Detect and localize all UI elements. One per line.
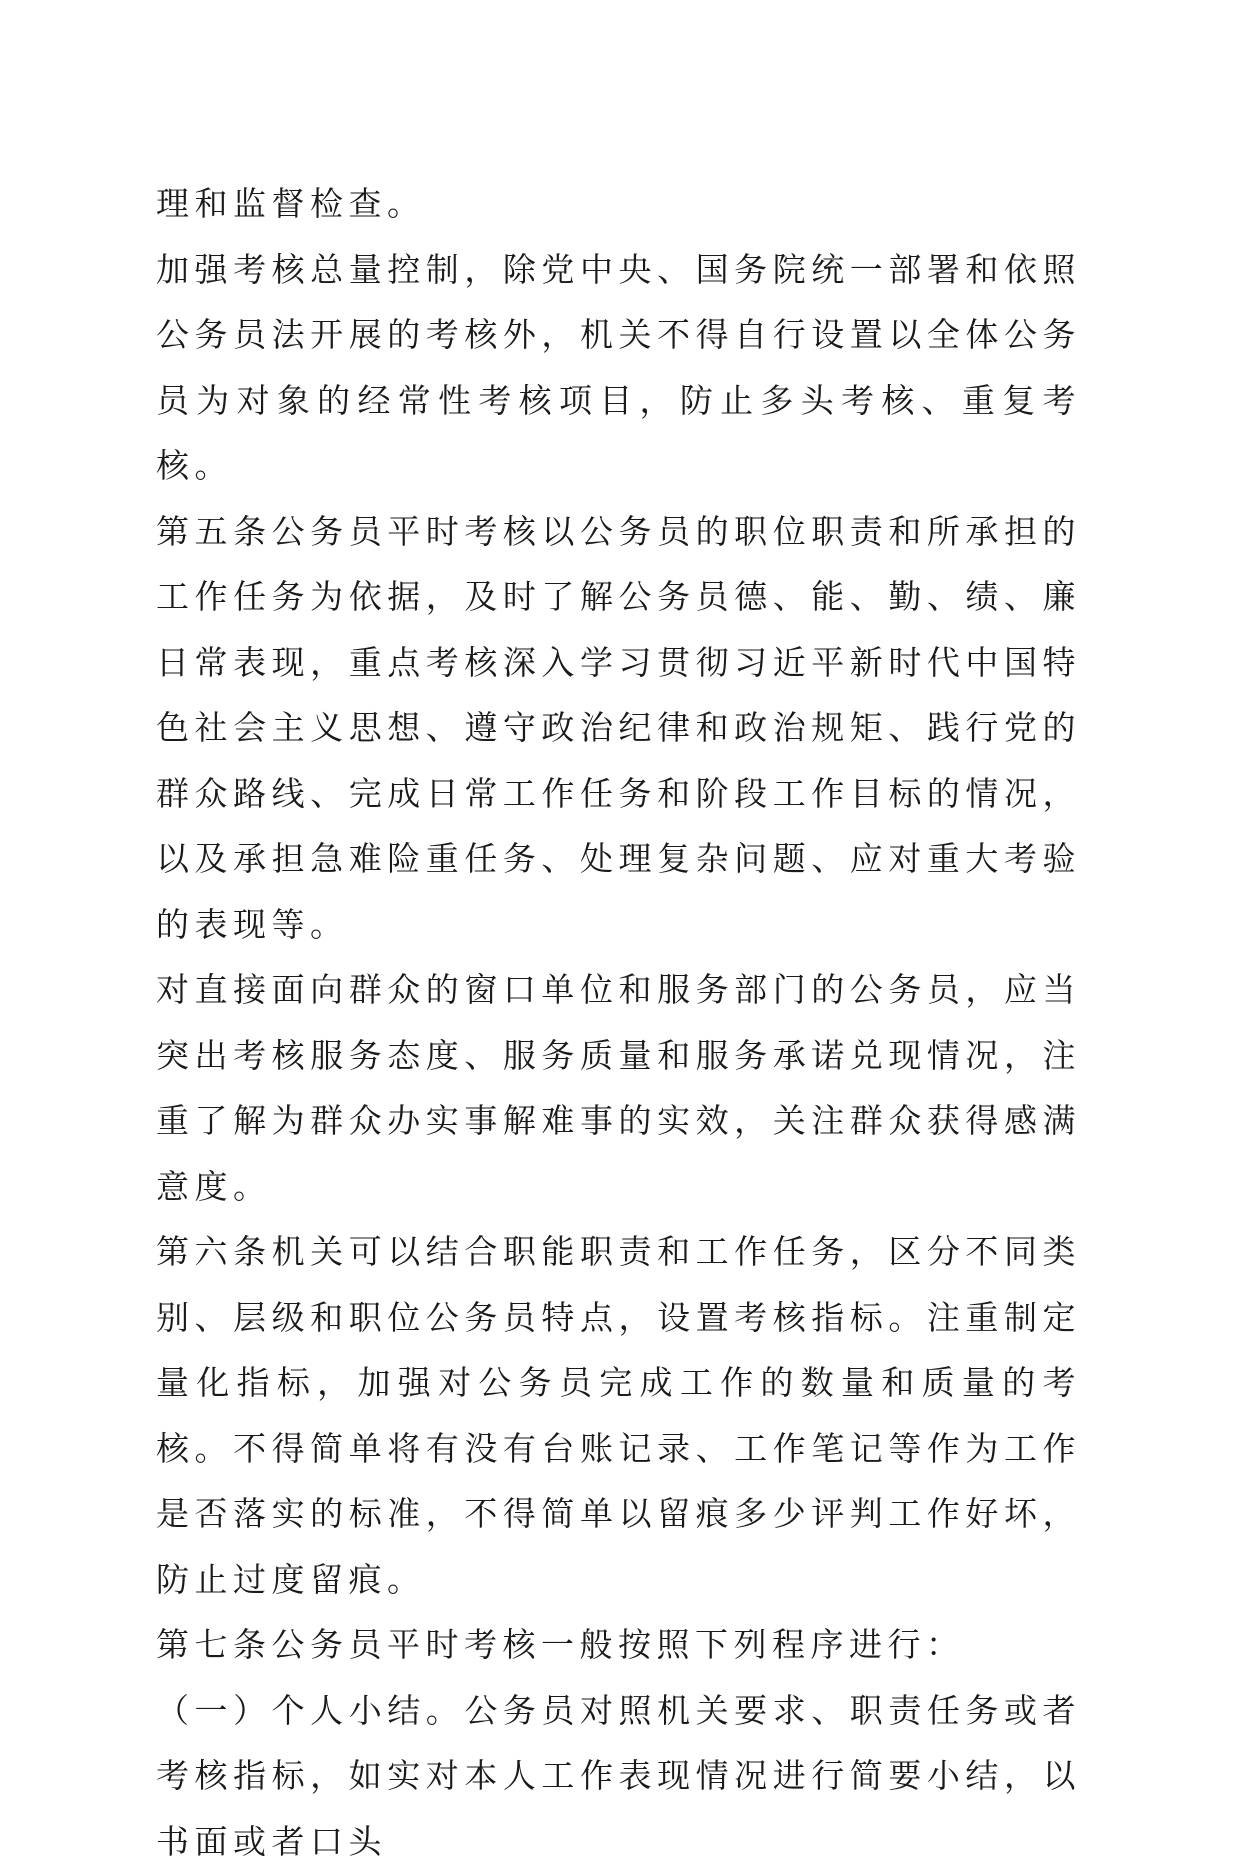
paragraph-article-6: 第六条机关可以结合职能职责和工作任务，区分不同类别、层级和职位公务员特点，设置考核指标。注重制定量化指标，加强对公务员完成工作的数量和质量的考核。不得简单将有没有台账记录、工作笔记等作为工作是否落实的标准，不得简单以留痕多少评判工作好坏，防止过度留痕。 xyxy=(156,1219,1081,1612)
paragraph-article-5: 第五条公务员平时考核以公务员的职位职责和所承担的工作任务为依据，及时了解公务员德、能、勤、绩、廉日常表现，重点考核深入学习贯彻习近平新时代中国特色社会主义思想、遵守政治纪律和政治规矩、践行党的群众路线、完成日常工作任务和阶段工作目标的情况，以及承担急难险重任务、处理复杂问题、应对重大考验的表现等。 xyxy=(156,499,1081,958)
paragraph-article-7: 第七条公务员平时考核一般按照下列程序进行： xyxy=(156,1612,1081,1678)
paragraph-continuation: 理和监督检查。 xyxy=(156,171,1081,237)
document-body xyxy=(156,171,1081,1874)
paragraph-assessment-control: 加强考核总量控制，除党中央、国务院统一部署和依照公务员法开展的考核外，机关不得自行设置以全体公务员为对象的经常性考核项目，防止多头考核、重复考核。 xyxy=(156,237,1081,499)
paragraph-window-units: 对直接面向群众的窗口单位和服务部门的公务员，应当突出考核服务态度、服务质量和服务承诺兑现情况，注重了解为群众办实事解难事的实效，关注群众获得感满意度。 xyxy=(156,957,1081,1219)
paragraph-personal-summary: （一）个人小结。公务员对照机关要求、职责任务或者考核指标，如实对本人工作表现情况进行简要小结，以书面或者口头 xyxy=(156,1678,1081,1874)
